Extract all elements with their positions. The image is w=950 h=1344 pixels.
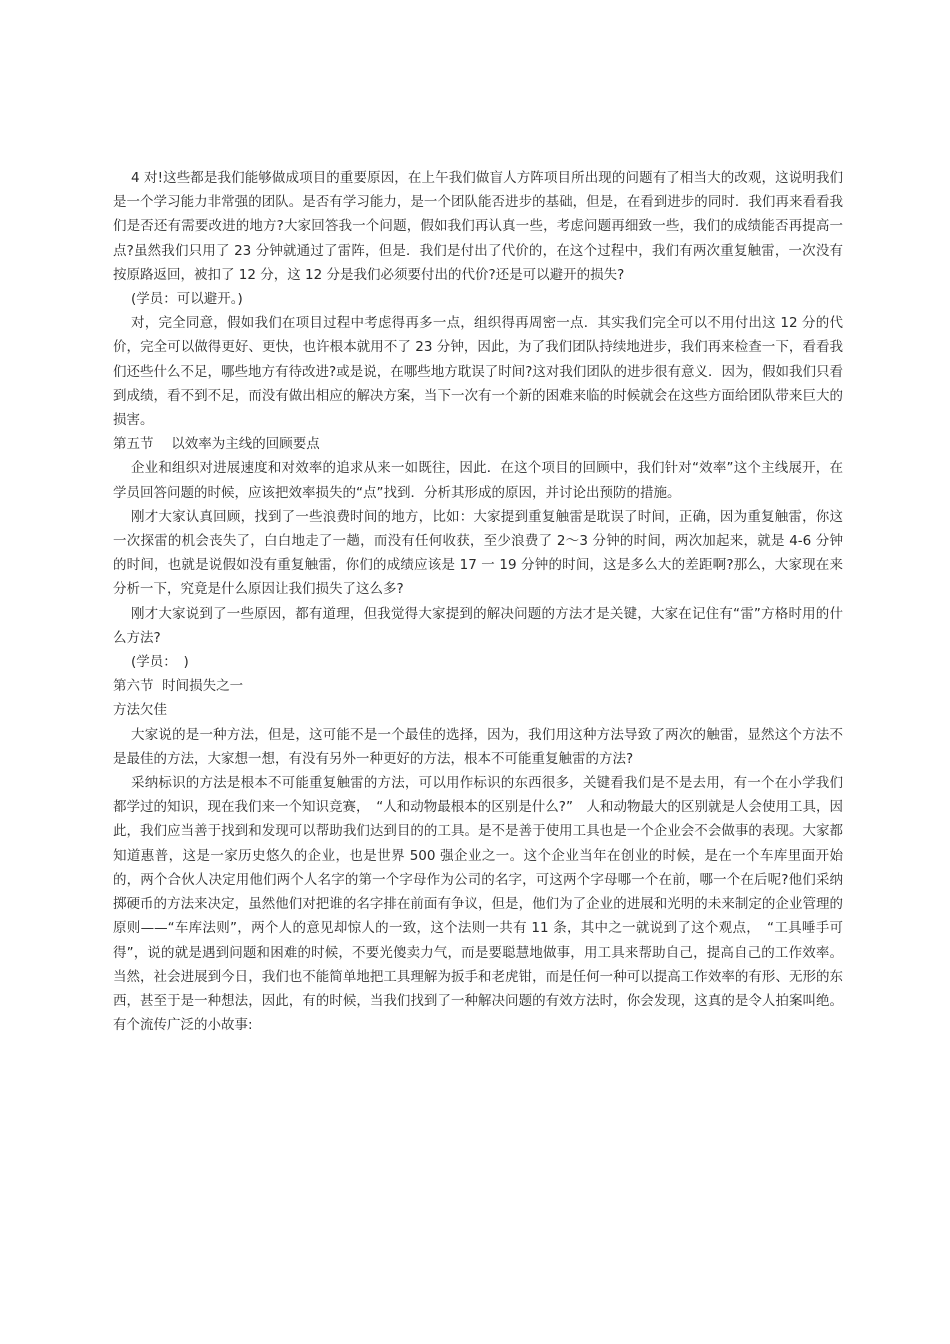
paragraph-4: 刚才大家认真回顾，找到了一些浪费时间的地方，比如：大家提到重复触雷是耽误了时间，正确，因为重复触雷，你这一次探雷的机会丧失了，白白地走了一趟，而没有任何收获，至少浪费了 2～3 分钟的时间，两次加起来，就是 4-6 分钟的时间，也就是说假如没有重复触雷，你们的成绩应该是 17 一 19 分钟的时间，这是多么大的差距啊?那么，大家现在来分析一下，究竟是什么原因让我们损失了这么多? xyxy=(113,508,843,598)
paragraph-7: 采纳标识的方法是根本不可能重复触雷的方法，可以用作标识的东西很多，关键看我们是不是去用，有一个在小学我们都学过的知识，现在我们来一个知识竞赛， “人和动物最根本的区别是什么?” 人和动物最大的区别就是人会使用工具，因此，我们应当善于找到和发现可以帮助我们达到目的的工具。是不是善于使用工具也是一个企业会不会做事的表现。大家都知道惠普，这是一家历史悠久的企业，也是世界 500 强企业之一。这个企业当年在创业的时候，是在一个车库里面开始的，两个合伙人决定用他们两个人名字的第一个字母作为公司的名字，可这两个字母哪一个在前，哪一个在后呢?他们采纳掷硬币的方法来决定，虽然他们对把谁的名字排在前面有争议，但是，他们为了企业的进展和光明的未来制定的企业管理的原则——“车库法则”，两个人的意见却惊人的一致，这个法则一共有 11 条，其中之一就说到了这个观点， “工具唾手可得”，说的就是遇到问题和困难的时候，不要光傻卖力气，而是要聪慧地做事，用工具来帮助自己，提高自己的工作效率。当然，社会进展到今日，我们也不能简单地把工具理解为扳手和老虎钳，而是任何一种可以提高工作效率的有形、无形的东西，甚至于是一种想法，因此，有的时候，当我们找到了一种解决问题的有效方法时，你会发现，这真的是令人拍案叫绝。有个流传广泛的小故事: xyxy=(113,775,843,1034)
section-6-subheading: 方法欠佳 xyxy=(113,702,167,719)
section-6-heading: 第六节 时间损失之一 xyxy=(113,678,244,695)
paragraph-student-reply-1: (学员：可以避开。) xyxy=(131,291,243,308)
paragraph-6: 大家说的是一种方法，但是，这可能不是一个最佳的选择，因为，我们用这种方法导致了两次的触雷，显然这个方法不是最佳的方法，大家想一想，有没有另外一种更好的方法，根本不可能重复触雷的方法? xyxy=(113,726,843,767)
paragraph-1: 4 对!这些都是我们能够做成项目的重要原因，在上午我们做盲人方阵项目所出现的问题有了相当大的改观，这说明我们是一个学习能力非常强的团队。是否有学习能力，是一个团队能否进步的基础，但是，在看到进步的同时．我们再来看看我们是否还有需要改进的地方?大家回答我一个问题，假如我们再认真一些，考虑问题再细致一些，我们的成绩能否再提高一点?虽然我们只用了 23 分钟就通过了雷阵，但是．我们是付出了代价的，在这个过程中，我们有两次重复触雷，一次没有按原路返回，被扣了 12 分，这 12 分是我们必须要付出的代价?还是可以避开的损失? xyxy=(113,170,843,283)
paragraph-5: 刚才大家说到了一些原因，都有道理，但我觉得大家提到的解决问题的方法才是关键，大家在记住有“雷”方格时用的什么方法? xyxy=(113,605,843,646)
paragraph-3: 企业和组织对进展速度和对效率的追求从来一如既往，因此．在这个项目的回顾中，我们针对“效率”这个主线展开，在学员回答问题的时候，应该把效率损失的“点”找到．分析其形成的原因，并讨论出预防的措施。 xyxy=(113,460,843,501)
section-5-heading: 第五节 以效率为主线的回顾要点 xyxy=(113,436,320,453)
paragraph-2: 对，完全同意，假如我们在项目过程中考虑得再多一点，组织得再周密一点．其实我们完全可以不用付出这 12 分的代价，完全可以做得更好、更快，也许根本就用不了 23 分钟，因此，为了我们团队持续地进步，我们再来检查一下，看看我们还些什么不足，哪些地方有待改进?或是说，在哪些地方耽误了时间?这对我们团队的进步很有意义．因为，假如我们只看到成绩，看不到不足，而没有做出相应的解决方案，当下一次有一个新的困难来临的时候就会在这些方面给团队带来巨大的损害。 xyxy=(113,315,843,429)
document-page xyxy=(113,166,843,1037)
paragraph-student-reply-2: (学员： ) xyxy=(131,654,189,671)
